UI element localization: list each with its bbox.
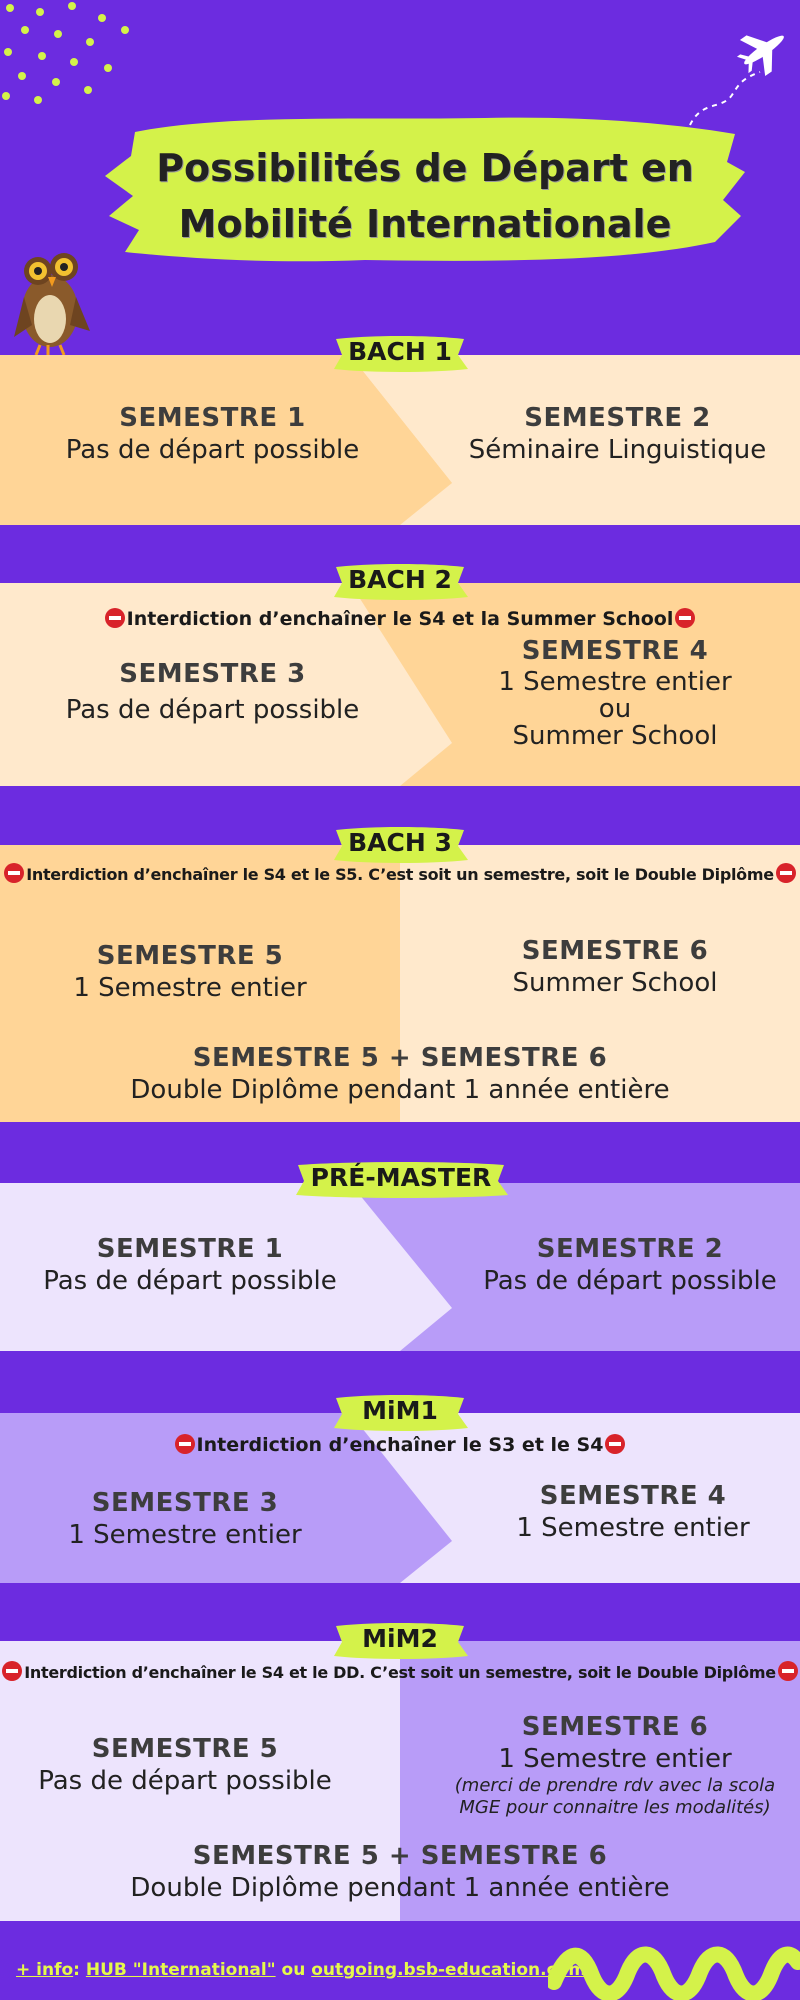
mim2-label: MiM2 (362, 1624, 438, 1653)
semester-heading: SEMESTRE 5 + SEMESTRE 6 (192, 1043, 608, 1073)
semester-text-1: 1 Semestre entier (498, 667, 732, 697)
semester-text: Double Diplôme pendant 1 année entière (130, 1873, 670, 1903)
bach2-semester-right (450, 638, 780, 750)
info-link[interactable]: + info (16, 1960, 74, 1980)
bach2-label: BACH 2 (348, 565, 452, 594)
semester-heading: SEMESTRE 1 (96, 1234, 284, 1264)
warning-text: Interdiction d’enchaîner le S4 et le DD. C’est soit un semestre, soit le Double Diplôme (24, 1663, 776, 1682)
semester-heading: SEMESTRE 4 (539, 1481, 727, 1511)
mim1-semester-right (458, 1480, 800, 1544)
decorative-dots (0, 0, 140, 110)
no-entry-icon (4, 863, 24, 883)
semester-text: Séminaire Linguistique (468, 435, 767, 465)
bach1-label: BACH 1 (348, 337, 452, 366)
title-line-2: Mobilité Internationale (178, 202, 672, 246)
semester-text: Double Diplôme pendant 1 année entière (130, 1075, 670, 1105)
semester-text: Pas de départ possible (65, 695, 360, 725)
semester-heading: SEMESTRE 4 (521, 636, 709, 666)
mim1-warning (0, 1434, 800, 1456)
no-entry-icon (675, 608, 695, 628)
title-line-1: Possibilités de Départ en (156, 146, 694, 190)
no-entry-icon (175, 1434, 195, 1454)
semester-heading: SEMESTRE 2 (536, 1234, 724, 1264)
semester-text-2: ou (598, 694, 632, 724)
semester-text: Pas de départ possible (38, 1766, 332, 1796)
bach3-label: BACH 3 (348, 828, 452, 857)
decorative-squiggle (548, 1942, 800, 2000)
premaster-semester-left (15, 1233, 365, 1297)
semester-text: 1 Semestre entier (68, 1520, 302, 1550)
semester-note-1: (merci de prendre rdv avec la scola (454, 1775, 776, 1796)
semester-text: Pas de départ possible (43, 1266, 337, 1296)
semester-text: Pas de départ possible (483, 1266, 777, 1296)
semester-text: Summer School (512, 968, 718, 998)
semester-heading: SEMESTRE 6 (521, 1712, 709, 1742)
bach3-semester-right (440, 935, 790, 999)
semester-heading: SEMESTRE 1 (119, 403, 306, 433)
semester-text: 1 Semestre entier (516, 1513, 750, 1543)
semester-text: 1 Semestre entier (73, 973, 307, 1003)
warning-text: Interdiction d’enchaîner le S3 et le S4 (196, 1434, 604, 1456)
warning-text: Interdiction d’enchaîner le S4 et le S5. C’est soit un semestre, soit le Double Diplôme (26, 865, 774, 884)
semester-text: Pas de départ possible (65, 435, 360, 465)
semester-text-3: Summer School (512, 721, 718, 751)
semester-heading: SEMESTRE 5 (96, 941, 284, 971)
semester-text: 1 Semestre entier (498, 1744, 732, 1774)
bach1-semester-right (450, 402, 785, 466)
no-entry-icon (778, 1661, 798, 1681)
owl-mascot (4, 245, 100, 357)
semester-heading: SEMESTRE 3 (119, 659, 306, 689)
bach3-warning (0, 863, 800, 884)
bach2-semester-left (40, 658, 385, 726)
bach2-warning (0, 608, 800, 630)
premaster-label: PRÉ-MASTER (310, 1163, 492, 1192)
semester-heading: SEMESTRE 3 (91, 1488, 279, 1518)
mim2-warning (0, 1661, 800, 1682)
premaster-semester-right (455, 1233, 800, 1297)
semester-heading: SEMESTRE 2 (524, 403, 711, 433)
hub-link[interactable]: HUB "International" (85, 1960, 276, 1980)
semester-note-2: MGE pour connaitre les modalités) (459, 1797, 771, 1818)
no-entry-icon (105, 608, 125, 628)
semester-heading: SEMESTRE 5 (91, 1734, 279, 1764)
semester-heading: SEMESTRE 6 (521, 936, 709, 966)
title-banner (105, 112, 745, 272)
mim1-semester-left (10, 1487, 360, 1551)
website-link[interactable]: outgoing.bsb-education.com (311, 1960, 587, 1980)
mim2-semester-right (430, 1711, 800, 1819)
no-entry-icon (776, 863, 796, 883)
mim2-semester-left (10, 1733, 360, 1797)
semester-heading: SEMESTRE 5 + SEMESTRE 6 (192, 1841, 608, 1871)
no-entry-icon (605, 1434, 625, 1454)
bach3-semester-left (15, 940, 365, 1004)
mim2-combined (0, 1840, 800, 1904)
mim1-label: MiM1 (362, 1396, 438, 1425)
bach1-semester-left (40, 402, 385, 466)
footer-info: + info: HUB "International" ou outgoing.bsb-education.com (16, 1960, 587, 1980)
bach3-combined (0, 1042, 800, 1106)
no-entry-icon (2, 1661, 22, 1681)
warning-text: Interdiction d’enchaîner le S4 et la Summer School (126, 608, 674, 630)
page-title (105, 140, 745, 252)
